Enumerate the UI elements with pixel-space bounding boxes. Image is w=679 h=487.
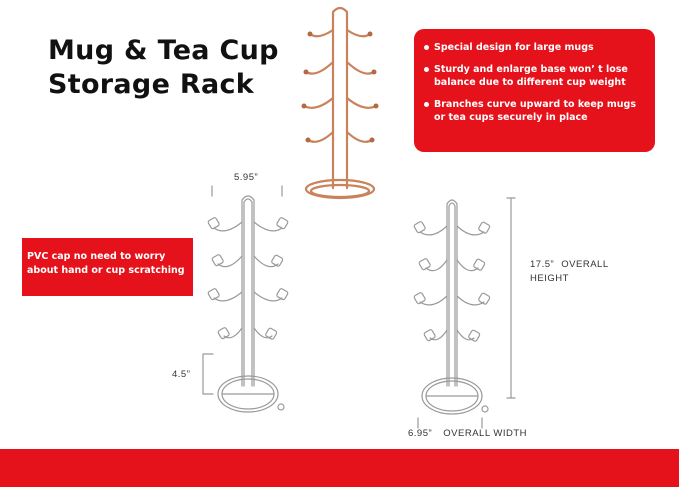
feature-item <box>422 63 647 89</box>
overall-width-dimension <box>408 428 527 439</box>
feature-item <box>422 41 647 54</box>
overall-height-label: OVERALL <box>561 259 609 270</box>
feature-text: Special design for large mugs <box>434 42 594 53</box>
pvc-cap-callout <box>22 238 193 296</box>
bullet-icon <box>424 67 429 72</box>
page-title <box>48 34 279 102</box>
base-width-dimension: 5.95” <box>234 172 259 183</box>
feature-text: Branches curve upward to keep mugs or tea cups securely in place <box>434 99 637 123</box>
pvc-callout-text: PVC cap no need to worry about hand or cup scratching <box>27 251 185 276</box>
overall-width-value: 6.95” <box>408 428 433 439</box>
feature-text: Sturdy and enlarge base won’ t lose balance due to different cup weight <box>434 64 628 88</box>
overall-width-label: OVERALL WIDTH <box>443 428 528 439</box>
footer-bar <box>0 449 679 487</box>
bullet-icon <box>424 45 429 50</box>
overall-height-dimension <box>530 258 609 286</box>
branch-height-dimension: 4.5” <box>172 369 191 380</box>
title-line-2: Storage Rack <box>48 69 255 100</box>
overall-height-value: 17.5” <box>530 259 555 270</box>
feature-item <box>422 98 647 124</box>
features-panel <box>414 29 655 152</box>
title-line-1: Mug & Tea Cup <box>48 35 279 66</box>
overall-height-label-2: HEIGHT <box>530 273 569 284</box>
bullet-icon <box>424 102 429 107</box>
